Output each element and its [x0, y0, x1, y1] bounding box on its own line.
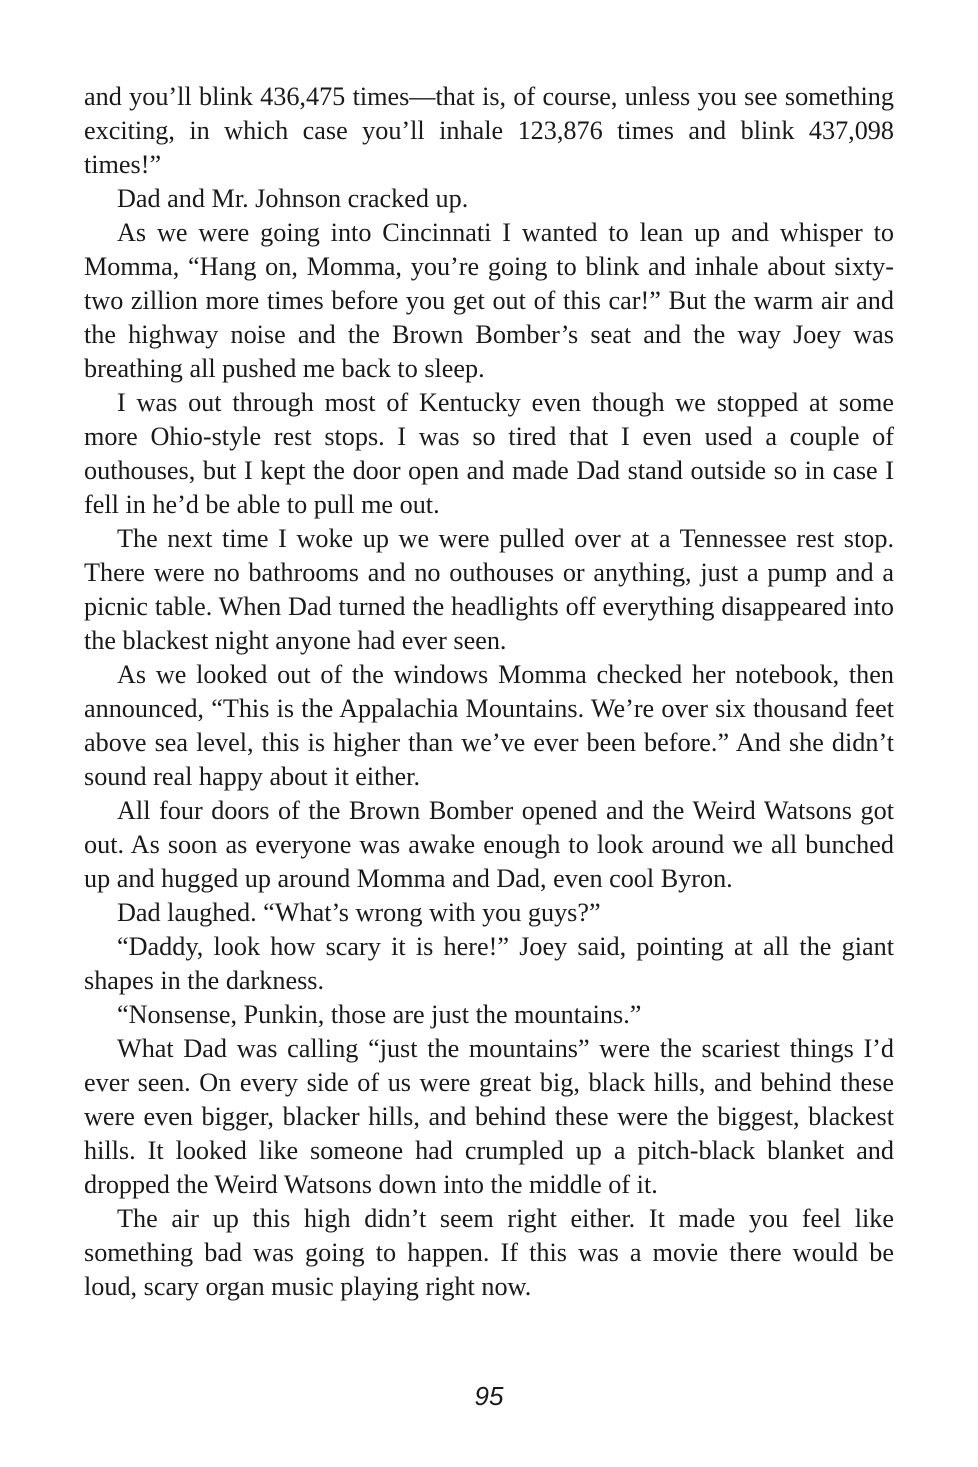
page-number: 95: [474, 1381, 504, 1411]
paragraph: As we were going into Cincinnati I wanted to lean up and whisper to Momma, “Hang on, Momma, you’re going to blink and inhale about sixty-two zillion more times before you get out of this car!” But the warm air and the highway noise and the Brown Bomber’s seat and the way Joey was breathing all pushed me back to sleep.: [84, 218, 894, 383]
paragraph: Dad laughed. “What’s wrong with you guys?”: [117, 898, 601, 927]
paragraph: “Nonsense, Punkin, those are just the mountains.”: [117, 1000, 642, 1029]
page-body: [84, 80, 894, 1304]
paragraph: Dad and Mr. Johnson cracked up.: [117, 184, 469, 213]
paragraph: What Dad was calling “just the mountains” were the scariest things I’d ever seen. On every side of us were great big, black hills, and behind these were even bigger, blacker hills, and behind these were the biggest, blackest hills. It looked like someone had crumpled up a pitch-black blanket and dropped the Weird Watsons down into the middle of it.: [84, 1034, 894, 1199]
paragraph: I was out through most of Kentucky even though we stopped at some more Ohio-style rest stops. I was so tired that I even used a couple of outhouses, but I kept the door open and made Dad stand outside so in case I fell in he’d be able to pull me out.: [84, 388, 894, 519]
paragraph: “Daddy, look how scary it is here!” Joey said, pointing at all the giant shapes in the darkness.: [84, 932, 894, 995]
paragraph: The next time I woke up we were pulled over at a Tennessee rest stop. There were no bathrooms and no outhouses or anything, just a pump and a picnic table. When Dad turned the headlights off everything disappeared into the blackest night anyone had ever seen.: [84, 524, 894, 655]
paragraph: All four doors of the Brown Bomber opened and the Weird Watsons got out. As soon as everyone was awake enough to look around we all bunched up and hugged up around Momma and Dad, even cool Byron.: [84, 796, 894, 893]
paragraph: The air up this high didn’t seem right either. It made you feel like something bad was going to happen. If this was a movie there would be loud, scary organ music playing right now.: [84, 1204, 894, 1301]
paragraph: As we looked out of the windows Momma checked her notebook, then announced, “This is the Appalachia Mountains. We’re over six thousand feet above sea level, this is higher than we’ve ever been before.” And she didn’t sound real happy about it either.: [84, 660, 894, 791]
paragraph-continued: and you’ll blink 436,475 times—that is, of course, unless you see something exciting, in which case you’ll inhale 123,876 times and blink 437,098 times!”: [84, 82, 894, 179]
